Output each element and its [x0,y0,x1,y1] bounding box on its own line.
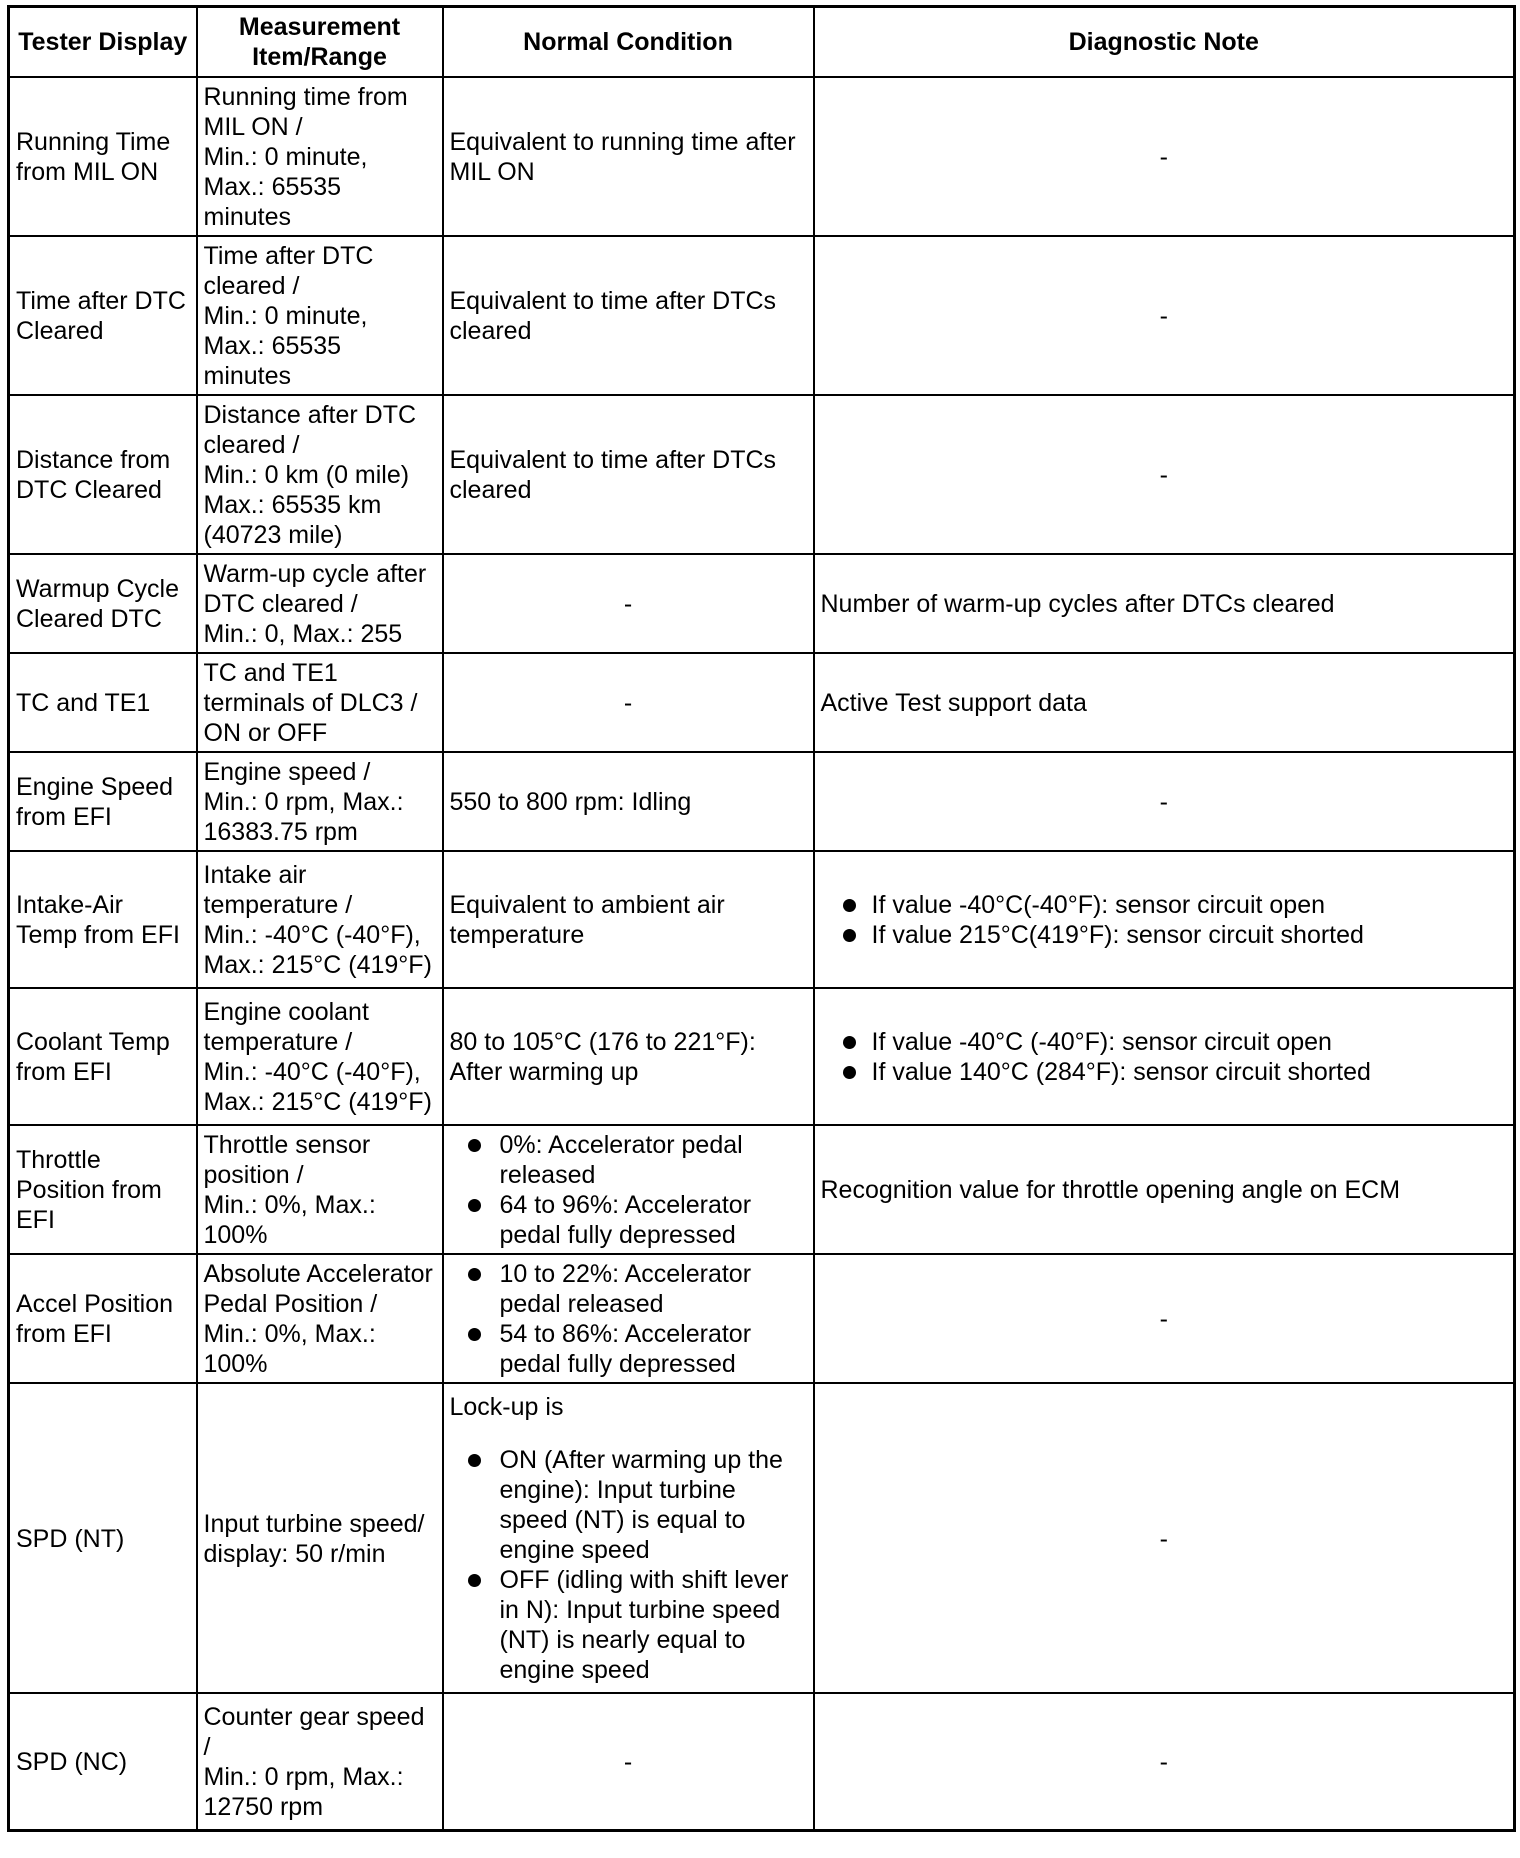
diagnostic-note-cell: - [814,1254,1515,1383]
diagnostic-note-cell [814,988,1515,1125]
table-row [9,395,1515,554]
tester-display-cell: Warmup Cycle Cleared DTC [9,554,197,653]
condition-bullet: ON (After warming up the engine): Input turbine speed (NT) is equal to engine speed [450,1445,807,1565]
diagnostic-note-cell: Recognition value for throttle opening angle on ECM [814,1125,1515,1254]
measurement-cell: TC and TE1 terminals of DLC3 / ON or OFF [197,653,443,752]
header-normal-condition: Normal Condition [443,7,814,78]
normal-condition-cell: Equivalent to ambient air temperature [443,851,814,988]
condition-bullet: 0%: Accelerator pedal released [450,1130,807,1190]
normal-condition-cell [443,1254,814,1383]
note-bullet: If value 215°C(419°F): sensor circuit shorted [821,920,1508,950]
measurement-cell: Engine coolant temperature / Min.: -40°C (-40°F), Max.: 215°C (419°F) [197,988,443,1125]
normal-condition-cell: 550 to 800 rpm: Idling [443,752,814,851]
tester-display-cell: Throttle Position from EFI [9,1125,197,1254]
diagnostic-note-cell: - [814,236,1515,395]
tester-display-cell: SPD (NC) [9,1693,197,1830]
tester-display-cell: TC and TE1 [9,653,197,752]
tester-display-cell: Intake-Air Temp from EFI [9,851,197,988]
note-bullet: If value 140°C (284°F): sensor circuit shorted [821,1057,1508,1087]
table-row [9,988,1515,1125]
condition-lead-text: Lock-up is [449,1393,564,1421]
tester-display-cell: Coolant Temp from EFI [9,988,197,1125]
diagnostic-note-cell: - [814,77,1515,236]
diagnostic-note-cell: - [814,395,1515,554]
table-row [9,236,1515,395]
tester-display-cell: Engine Speed from EFI [9,752,197,851]
tester-display-cell: Accel Position from EFI [9,1254,197,1383]
note-bullet: If value -40°C (-40°F): sensor circuit open [821,1027,1508,1057]
table-row [9,554,1515,653]
diagnostic-note-cell: - [814,752,1515,851]
tester-display-cell: Running Time from MIL ON [9,77,197,236]
measurement-cell: Engine speed / Min.: 0 rpm, Max.: 16383.75 rpm [197,752,443,851]
normal-condition-cell: - [443,1693,814,1830]
condition-bullet: 54 to 86%: Accelerator pedal fully depressed [450,1319,807,1379]
note-bullet: If value -40°C(-40°F): sensor circuit open [821,890,1508,920]
header-diagnostic-note: Diagnostic Note [814,7,1515,78]
measurement-cell: Counter gear speed / Min.: 0 rpm, Max.: 12750 rpm [197,1693,443,1830]
diagnostic-note-cell: Active Test support data [814,653,1515,752]
tester-display-cell: Time after DTC Cleared [9,236,197,395]
diagnostic-note-cell: - [814,1693,1515,1830]
measurement-cell: Throttle sensor position / Min.: 0%, Max.: 100% [197,1125,443,1254]
measurement-cell: Absolute Accelerator Pedal Position / Min.: 0%, Max.: 100% [197,1254,443,1383]
normal-condition-cell: Equivalent to time after DTCs cleared [443,236,814,395]
measurement-cell: Distance after DTC cleared / Min.: 0 km (0 mile) Max.: 65535 km (40723 mile) [197,395,443,554]
normal-condition-cell: 80 to 105°C (176 to 221°F): After warming up [443,988,814,1125]
tester-display-cell: SPD (NT) [9,1383,197,1693]
measurement-cell: Running time from MIL ON / Min.: 0 minute, Max.: 65535 minutes [197,77,443,236]
table-row [9,1125,1515,1254]
table-row [9,752,1515,851]
normal-condition-cell: Equivalent to running time after MIL ON [443,77,814,236]
normal-condition-cell: - [443,554,814,653]
measurement-cell: Time after DTC cleared / Min.: 0 minute, Max.: 65535 minutes [197,236,443,395]
tester-display-cell: Distance from DTC Cleared [9,395,197,554]
header-tester-display: Tester Display [9,7,197,78]
table-row [9,653,1515,752]
measurement-cell: Warm-up cycle after DTC cleared / Min.: 0, Max.: 255 [197,554,443,653]
condition-bullet: OFF (idling with shift lever in N): Input turbine speed (NT) is nearly equal to engine speed [450,1565,807,1685]
condition-bullet: 10 to 22%: Accelerator pedal released [450,1259,807,1319]
diagnostic-note-cell: - [814,1383,1515,1693]
diagnostic-note-cell: Number of warm-up cycles after DTCs cleared [814,554,1515,653]
table-row [9,851,1515,988]
header-measurement: Measurement Item/Range [197,7,443,78]
table-row [9,1693,1515,1830]
measurement-cell: Intake air temperature / Min.: -40°C (-40°F), Max.: 215°C (419°F) [197,851,443,988]
condition-bullet: 64 to 96%: Accelerator pedal fully depressed [450,1190,807,1250]
table-row [9,1383,1515,1693]
normal-condition-cell [443,1125,814,1254]
table-row [9,77,1515,236]
header-row [9,7,1515,78]
table-row [9,1254,1515,1383]
normal-condition-cell: Equivalent to time after DTCs cleared [443,395,814,554]
diagnostic-note-cell [814,851,1515,988]
normal-condition-cell [443,1383,814,1693]
normal-condition-cell: - [443,653,814,752]
tester-data-table [7,5,1516,1832]
measurement-cell: Input turbine speed/ display: 50 r/min [197,1383,443,1693]
